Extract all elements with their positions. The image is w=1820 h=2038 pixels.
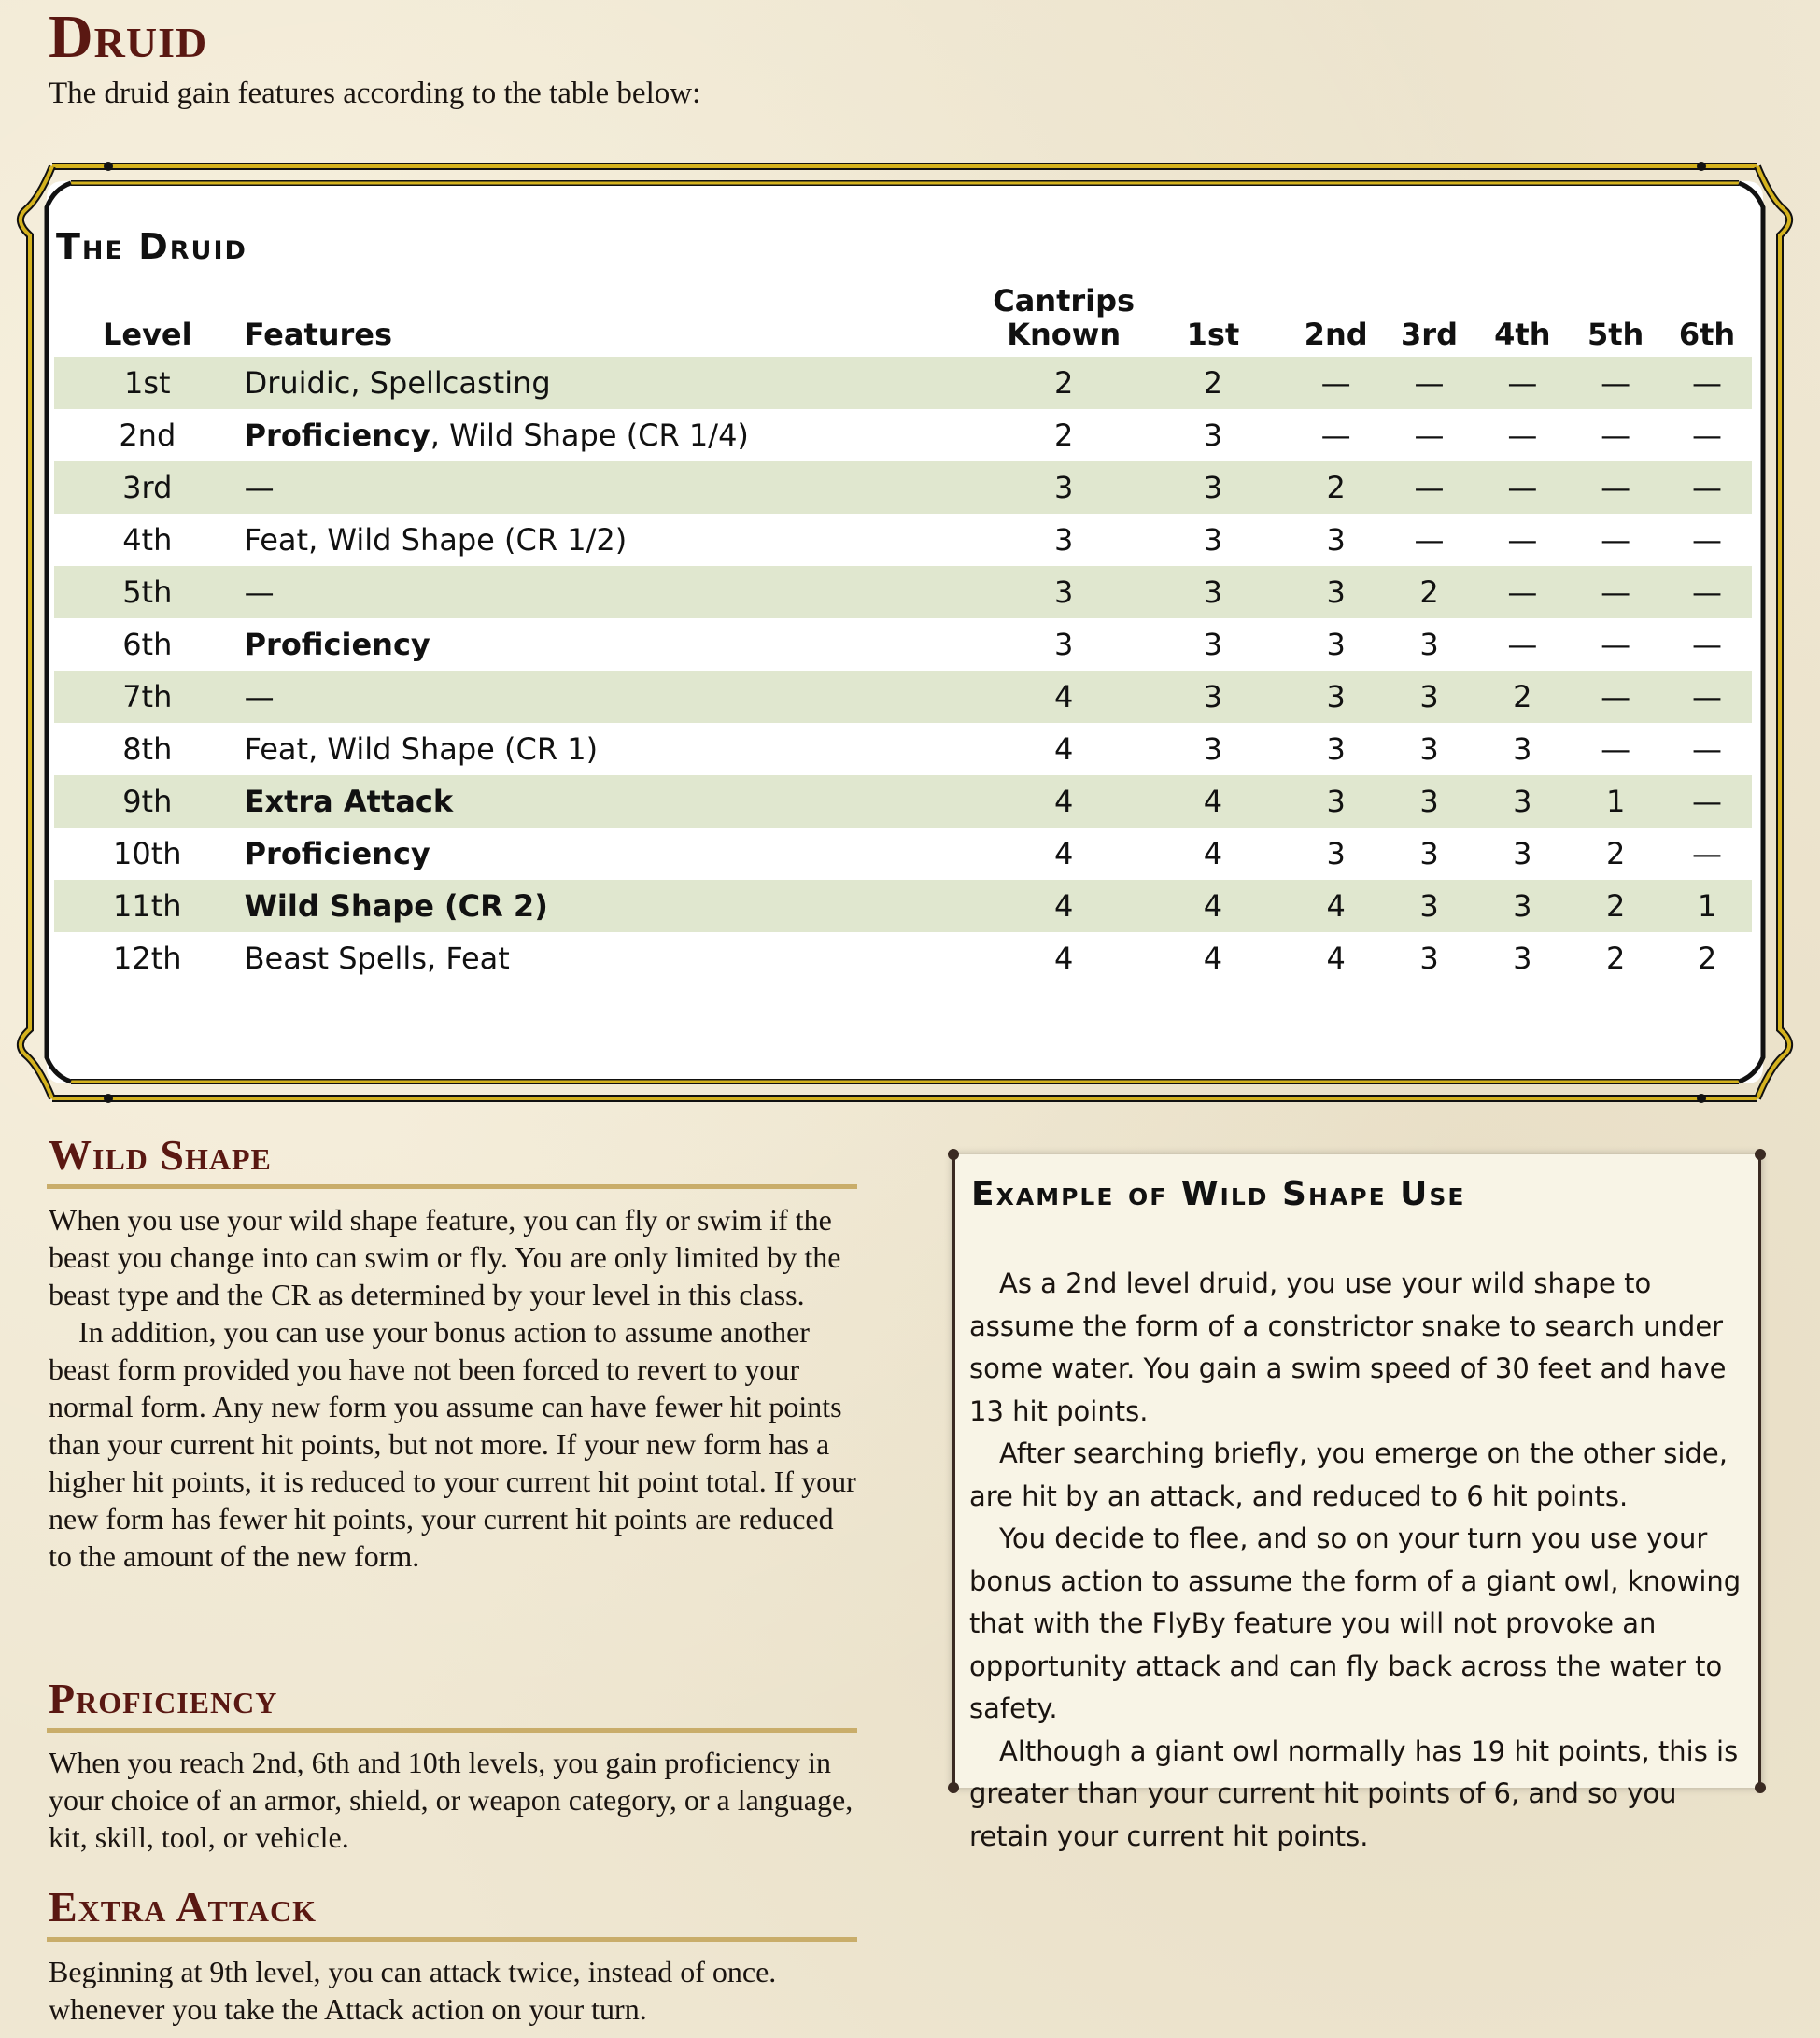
cantrips-cell: 4	[1053, 888, 1074, 924]
table-row	[54, 514, 1752, 566]
slot-5-cell: —	[1601, 731, 1631, 767]
feature-text: —	[244, 679, 275, 715]
proficiency-paragraph: When you reach 2nd, 6th and 10th levels, you gain proficiency in your choice of an armor, shield, or weapon category, or a language, kit, skill, tool, or vehicle.	[49, 1746, 854, 1854]
sidebar-body	[969, 1263, 1744, 1858]
cantrips-cell: 4	[1053, 784, 1074, 819]
table-row	[54, 880, 1752, 932]
features-cell	[241, 618, 992, 671]
level-cell: 11th	[113, 888, 182, 924]
feature-text: Feat, Wild Shape (CR 1)	[244, 731, 599, 767]
sidebar-rivet	[948, 1782, 959, 1793]
feature-bold-text: Proficiency	[244, 627, 430, 662]
extra-attack-rule	[47, 1937, 857, 1942]
feature-bold-text: Proficiency	[244, 836, 430, 871]
proficiency-body	[49, 1744, 857, 1856]
table-title: The Druid	[56, 226, 247, 267]
slot-6-cell: —	[1692, 470, 1723, 505]
level-cell: 3rd	[122, 470, 173, 505]
slot-1-cell: 3	[1203, 418, 1223, 453]
table-row	[54, 828, 1752, 880]
sidebar-title: Example of Wild Shape Use	[971, 1175, 1466, 1213]
cantrips-cell: 3	[1053, 574, 1074, 610]
slot-3-cell: 3	[1419, 888, 1439, 924]
slot-5-cell: —	[1601, 574, 1631, 610]
header-cantrips	[991, 284, 1136, 357]
slot-5-cell: —	[1601, 522, 1631, 558]
sidebar-rivet	[1755, 1782, 1766, 1793]
table-row	[54, 775, 1752, 828]
cantrips-cell: 3	[1053, 522, 1074, 558]
slot-3-cell: 3	[1419, 836, 1439, 871]
slot-2-cell: —	[1320, 418, 1351, 453]
slot-5-cell: —	[1601, 365, 1631, 401]
header-slot-2: 2nd	[1304, 317, 1368, 352]
slot-6-cell: —	[1692, 522, 1723, 558]
wild-shape-heading: Wild Shape	[49, 1131, 272, 1179]
feature-bold-text: Proficiency	[244, 418, 430, 453]
slot-6-cell: —	[1692, 836, 1723, 871]
slot-3-cell: —	[1414, 365, 1445, 401]
slot-3-cell: —	[1414, 418, 1445, 453]
intro-text: The druid gain features according to the table below:	[49, 77, 701, 110]
slot-4-cell: —	[1507, 574, 1538, 610]
slot-3-cell: —	[1414, 522, 1445, 558]
sidebar-rivet	[1755, 1149, 1766, 1160]
slot-1-cell: 3	[1203, 574, 1223, 610]
feature-bold-text: Extra Attack	[244, 784, 454, 819]
sidebar-left-rule	[952, 1154, 955, 1788]
wild-shape-paragraph-1: When you use your wild shape feature, you can fly or swim if the beast you change into can swim or fly. You are only limited by the beast type and the CR as determined by your level in this class.	[49, 1203, 841, 1311]
features-cell	[241, 514, 992, 566]
druid-class-table	[54, 284, 1752, 984]
features-cell	[241, 828, 992, 880]
slot-5-cell: —	[1601, 470, 1631, 505]
slot-6-cell: —	[1692, 679, 1723, 715]
slot-4-cell: 3	[1513, 941, 1532, 976]
features-cell	[241, 880, 992, 932]
header-features: Features	[244, 317, 393, 352]
slot-3-cell: 3	[1419, 941, 1439, 976]
slot-1-cell: 2	[1203, 365, 1223, 401]
slot-2-cell: —	[1320, 365, 1351, 401]
slot-2-cell: 3	[1326, 731, 1346, 767]
slot-6-cell: —	[1692, 574, 1723, 610]
slot-2-cell: 3	[1326, 679, 1346, 715]
slot-5-cell: 2	[1605, 941, 1626, 976]
level-cell: 4th	[122, 522, 173, 558]
header-slot-4: 4th	[1494, 317, 1551, 352]
slot-1-cell: 4	[1203, 888, 1223, 924]
slot-5-cell: 2	[1605, 836, 1626, 871]
slot-1-cell: 4	[1203, 941, 1223, 976]
wild-shape-body	[49, 1201, 857, 1575]
slot-5-cell: —	[1601, 418, 1631, 453]
slot-1-cell: 3	[1203, 679, 1223, 715]
sidebar-paragraph-1: As a 2nd level druid, you use your wild shape to assume the form of a constrictor snake to search under some water. You gain a swim speed of 30 feet and have 13 hit points.	[969, 1267, 1727, 1427]
level-cell: 7th	[122, 679, 173, 715]
sidebar-paragraph-4: Although a giant owl normally has 19 hit points, this is greater than your current hit points of 6, and so you retain your current hit points.	[969, 1734, 1739, 1852]
header-slot-3: 3rd	[1401, 317, 1458, 352]
features-cell	[241, 357, 992, 409]
slot-1-cell: 3	[1203, 522, 1223, 558]
level-cell: 9th	[122, 784, 173, 819]
cantrips-cell: 4	[1053, 731, 1074, 767]
cantrips-cell: 2	[1053, 365, 1074, 401]
level-cell: 10th	[113, 836, 182, 871]
proficiency-heading: Proficiency	[49, 1675, 278, 1722]
slot-4-cell: 3	[1513, 731, 1532, 767]
cantrips-cell: 3	[1053, 470, 1074, 505]
slot-6-cell: —	[1692, 365, 1723, 401]
slot-4-cell: —	[1507, 365, 1538, 401]
slot-1-cell: 3	[1203, 731, 1223, 767]
header-cantrips-line2: Known	[1007, 317, 1122, 352]
feature-bold-text: Wild Shape (CR 2)	[244, 888, 548, 924]
slot-4-cell: —	[1507, 522, 1538, 558]
slot-1-cell: 3	[1203, 470, 1223, 505]
slot-1-cell: 3	[1203, 627, 1223, 662]
table-row	[54, 723, 1752, 775]
features-cell	[241, 671, 992, 723]
wild-shape-paragraph-2: In addition, you can use your bonus action to assume another beast form provided you have not been forced to revert to your normal form. Any new form you assume can have fewer hit points than your current hit points, but not more. If your new form has a higher hit points, it is reduced to your current hit point total. If your new form has fewer hit points, your current hit points are reduced to the amount of the new form.	[49, 1315, 856, 1573]
slot-4-cell: 3	[1513, 836, 1532, 871]
slot-3-cell: —	[1414, 470, 1445, 505]
slot-3-cell: 3	[1419, 627, 1439, 662]
level-cell: 5th	[122, 574, 173, 610]
slot-6-cell: 2	[1697, 941, 1717, 976]
table-row	[54, 357, 1752, 409]
table-row	[54, 566, 1752, 618]
cantrips-cell: 3	[1053, 627, 1074, 662]
features-cell	[241, 723, 992, 775]
slot-2-cell: 3	[1326, 784, 1346, 819]
sidebar-paragraph-3: You decide to flee, and so on your turn you use your bonus action to assume the form of a giant owl, knowing that with the FlyBy feature you will not provoke an opportunity attack and can fly back across the water to safety.	[969, 1522, 1742, 1724]
sidebar-rivet	[948, 1149, 959, 1160]
slot-3-cell: 3	[1419, 679, 1439, 715]
feature-text: —	[244, 574, 275, 610]
slot-5-cell: —	[1601, 679, 1631, 715]
features-cell	[241, 409, 992, 461]
features-cell	[241, 566, 992, 618]
slot-6-cell: 1	[1697, 888, 1717, 924]
table-header-row	[54, 284, 1752, 357]
slot-6-cell: —	[1692, 418, 1723, 453]
header-slot-5: 5th	[1587, 317, 1644, 352]
extra-attack-heading: Extra Attack	[49, 1883, 317, 1931]
header-slot-1: 1st	[1186, 317, 1240, 352]
level-cell: 8th	[122, 731, 173, 767]
page-title: Druid	[49, 3, 208, 71]
slot-4-cell: —	[1507, 627, 1538, 662]
level-cell: 2nd	[119, 418, 176, 453]
slot-2-cell: 3	[1326, 836, 1346, 871]
slot-5-cell: —	[1601, 627, 1631, 662]
slot-6-cell: —	[1692, 731, 1723, 767]
wild-shape-rule	[47, 1184, 857, 1189]
table-row	[54, 409, 1752, 461]
header-level: Level	[102, 317, 192, 352]
slot-3-cell: 3	[1419, 731, 1439, 767]
features-cell	[241, 461, 992, 514]
slot-2-cell: 4	[1326, 888, 1346, 924]
wild-shape-example-sidebar	[952, 1154, 1761, 1852]
level-cell: 6th	[122, 627, 173, 662]
sidebar-paragraph-2: After searching briefly, you emerge on the other side, are hit by an attack, and reduced to 6 hit points.	[969, 1437, 1728, 1512]
slot-2-cell: 3	[1326, 522, 1346, 558]
table-row	[54, 461, 1752, 514]
slot-3-cell: 2	[1419, 574, 1439, 610]
features-cell	[241, 932, 992, 984]
level-cell: 1st	[124, 365, 171, 401]
slot-2-cell: 4	[1326, 941, 1346, 976]
table-body	[54, 357, 1752, 984]
slot-1-cell: 4	[1203, 784, 1223, 819]
slot-4-cell: 3	[1513, 888, 1532, 924]
slot-3-cell: 3	[1419, 784, 1439, 819]
slot-5-cell: 2	[1605, 888, 1626, 924]
extra-attack-paragraph: Beginning at 9th level, you can attack twice, instead of once. whenever you take the Attack action on your turn.	[49, 1955, 777, 2026]
table-row	[54, 671, 1752, 723]
header-slot-6: 6th	[1678, 317, 1736, 352]
feature-text: —	[244, 470, 275, 505]
slot-4-cell: 3	[1513, 784, 1532, 819]
level-cell: 12th	[113, 941, 182, 976]
feature-text: Druidic, Spellcasting	[244, 365, 551, 401]
sidebar-right-rule	[1758, 1154, 1761, 1788]
feature-text: Beast Spells, Feat	[244, 941, 510, 976]
proficiency-rule	[47, 1728, 857, 1733]
feature-text: , Wild Shape (CR 1/4)	[430, 418, 749, 453]
slot-4-cell: 2	[1513, 679, 1532, 715]
features-cell	[241, 775, 992, 828]
table-row	[54, 932, 1752, 984]
slot-6-cell: —	[1692, 627, 1723, 662]
cantrips-cell: 4	[1053, 836, 1074, 871]
cantrips-cell: 2	[1053, 418, 1074, 453]
slot-1-cell: 4	[1203, 836, 1223, 871]
slot-2-cell: 3	[1326, 574, 1346, 610]
header-cantrips-line1: Cantrips	[993, 283, 1136, 318]
slot-4-cell: —	[1507, 470, 1538, 505]
slot-5-cell: 1	[1605, 784, 1626, 819]
slot-2-cell: 2	[1326, 470, 1346, 505]
slot-2-cell: 3	[1326, 627, 1346, 662]
slot-4-cell: —	[1507, 418, 1538, 453]
feature-text: Feat, Wild Shape (CR 1/2)	[244, 522, 628, 558]
extra-attack-body	[49, 1953, 857, 2028]
slot-6-cell: —	[1692, 784, 1723, 819]
table-row	[54, 618, 1752, 671]
cantrips-cell: 4	[1053, 941, 1074, 976]
cantrips-cell: 4	[1053, 679, 1074, 715]
